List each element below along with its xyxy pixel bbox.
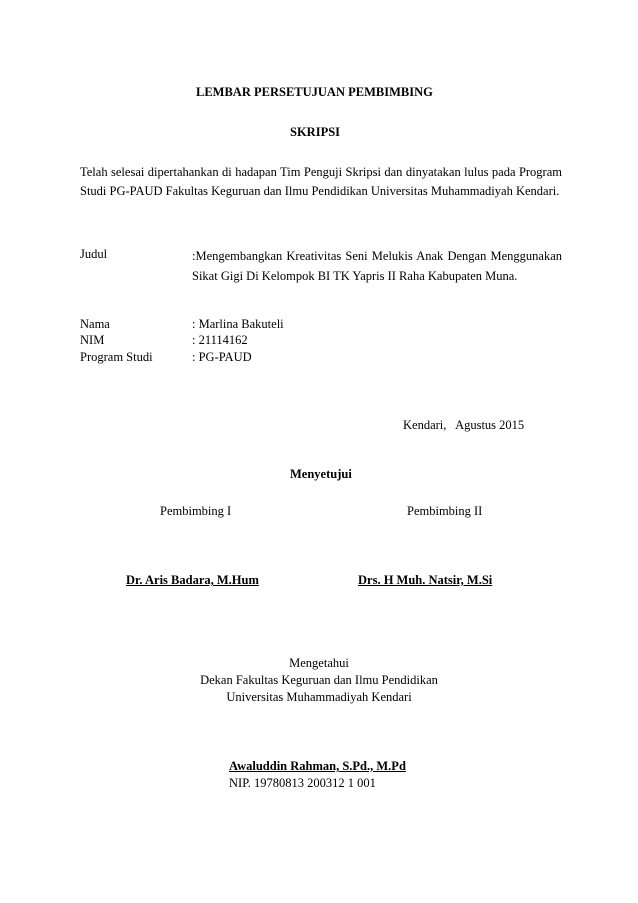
judul-value: :Mengembangkan Kreativitas Seni Melukis Anak Dengan Menggunakan Sikat Gigi Di Kelompok BI TK Yapris II Raha Kabupaten Muna. [192, 249, 562, 283]
acknowledge-title: Mengetahui [289, 656, 349, 670]
advisor2-name: Drs. H Muh. Natsir, M.Si [358, 573, 493, 587]
advisor1-role: Pembimbing I [160, 504, 232, 518]
dean-nip: NIP. 19780813 200312 1 001 [229, 776, 376, 790]
intro-paragraph: Telah selesai dipertahankan di hadapan Tim Penguji Skripsi dan dinyatakan lulus pada Program Studi PG-PAUD Fakultas Keguruan dan Ilmu Pendidikan Universitas Muhammadiyah Kendari. [80, 165, 562, 198]
nama-value: : Marlina Bakuteli [192, 317, 284, 331]
prodi-label: Program Studi [80, 350, 153, 364]
judul-label: Judul [80, 247, 108, 261]
nim-value: : 21114162 [192, 333, 248, 347]
document-subheading: SKRIPSI [290, 125, 341, 139]
document-heading: LEMBAR PERSETUJUAN PEMBIMBING [196, 85, 433, 99]
nim-label: NIM [80, 333, 105, 347]
dean-name: Awaluddin Rahman, S.Pd., M.Pd [229, 759, 406, 773]
approval-title: Menyetujui [290, 467, 352, 481]
acknowledge-line1: Dekan Fakultas Keguruan dan Ilmu Pendidikan [200, 673, 438, 687]
place-date: Kendari, Agustus 2015 [403, 418, 525, 432]
acknowledge-line2: Universitas Muhammadiyah Kendari [226, 690, 412, 704]
prodi-value: : PG-PAUD [192, 350, 252, 364]
advisor2-role: Pembimbing II [407, 504, 483, 518]
nama-label: Nama [80, 317, 110, 331]
advisor1-name: Dr. Aris Badara, M.Hum [126, 573, 259, 587]
